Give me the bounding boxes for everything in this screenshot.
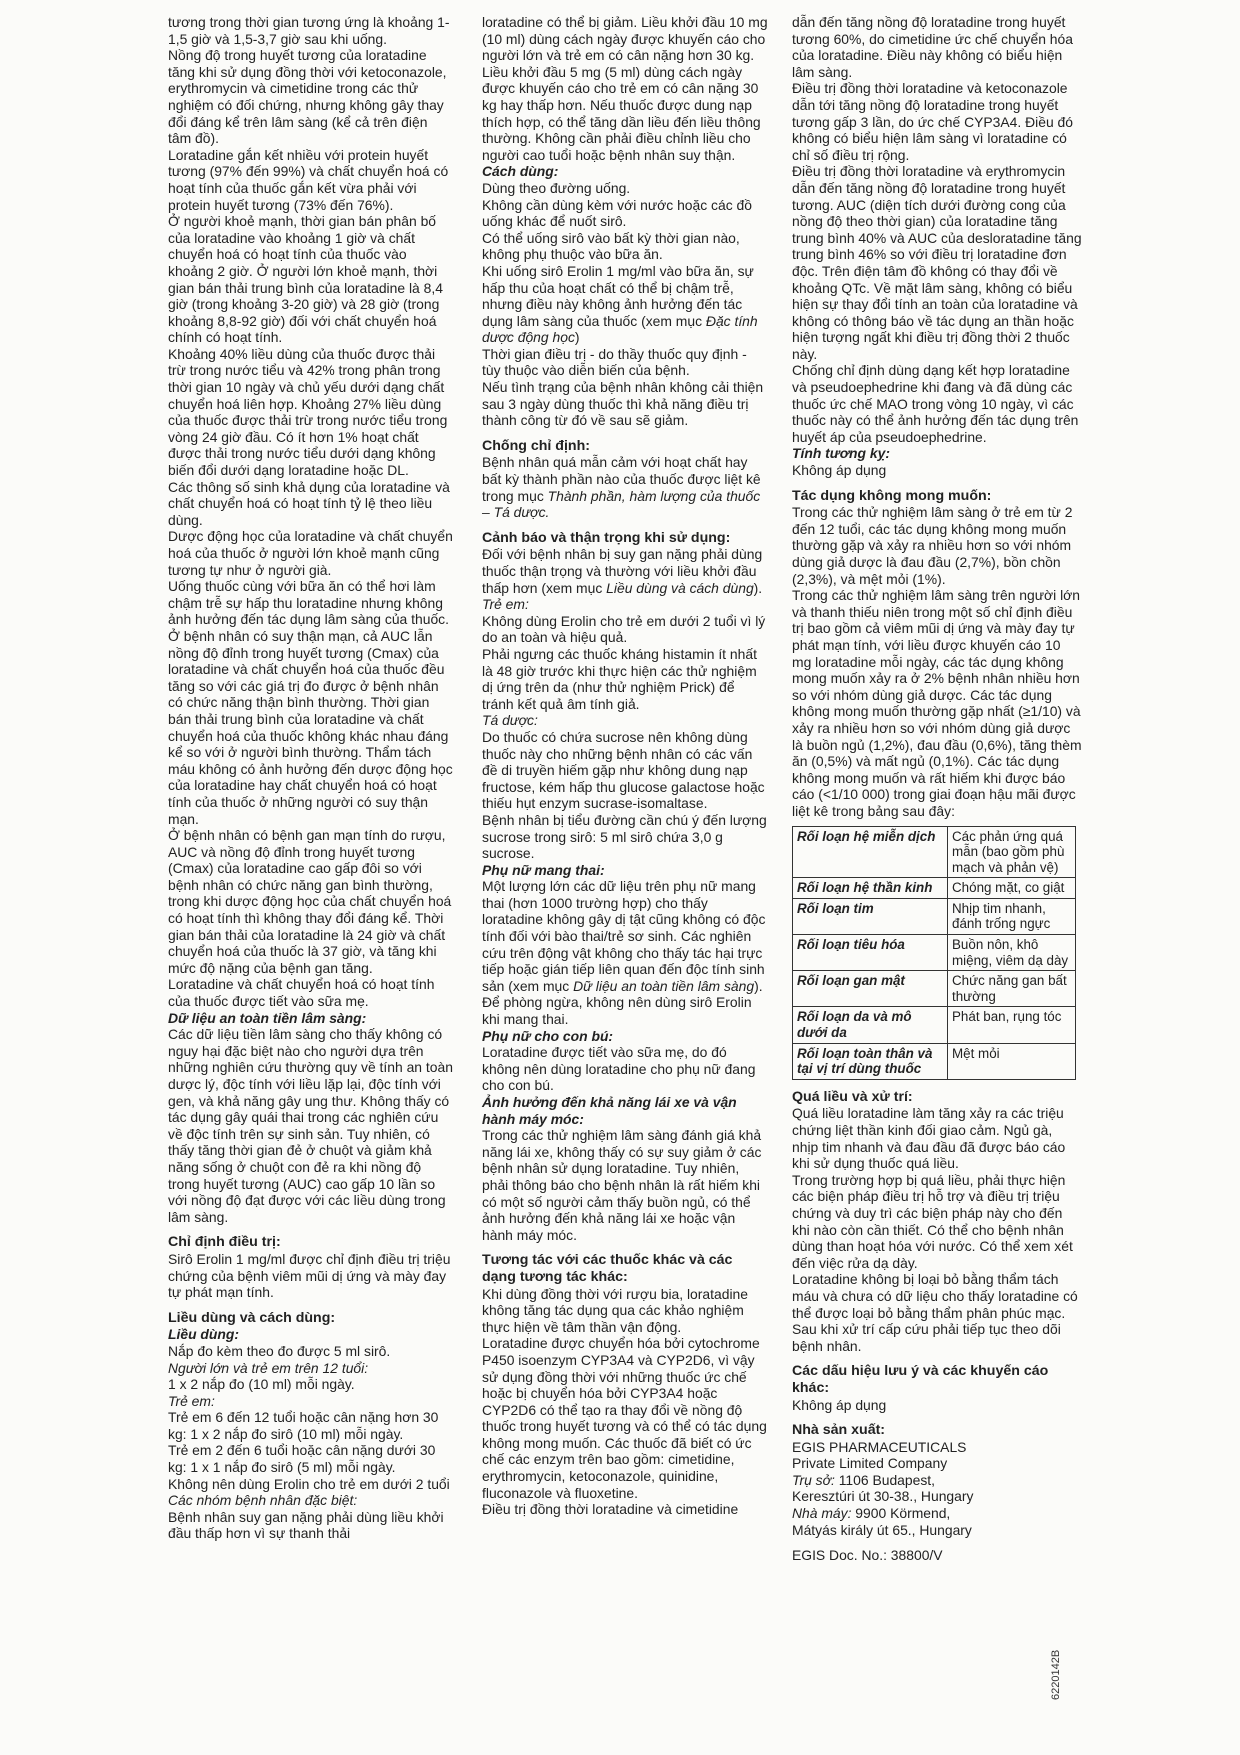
paragraph: Loratadine không bị loại bỏ bằng thẩm tách máu và chưa có dữ liệu cho thấy loratadine có thể được loại bỏ bằng thẩm phân phúc mạc. Sau khi xử trí cấp cứu phải tiếp tục theo dõi bệnh nhân. — [792, 1271, 1078, 1354]
table-row — [793, 898, 1076, 934]
paragraph: Chống chỉ định dùng dạng kết hợp loratadine và pseudoephedrine khi đang và đã dùng các thuốc ức chế MAO trong vòng 10 ngày, vì các thuốc này có thể ảnh hưởng đến tác dụng trên huyết áp của pseudoephedrine. — [792, 362, 1079, 445]
paragraph: Khoảng 40% liều dùng của thuốc được thải trừ trong nước tiểu và 42% trong phân trong thời gian 10 ngày và chủ yếu dưới dạng chất chuyển hoá liên hợp. Khoảng 27% liều dùng của thuốc được thải trừ trong nước tiểu trong vòng 24 giờ đầu. Có ít hơn 1% hoạt chất được thải trong nước tiểu dưới dạng không biến đổi dưới dạng loratadine hoặc DL. — [168, 345, 448, 479]
subheading-excipients: Tá dược: — [482, 712, 538, 729]
adverse-effects-table — [792, 826, 1076, 1080]
text-ref: Liều dùng và cách dùng — [606, 579, 754, 596]
subheading-driving: Ảnh hưởng đến khả năng lái xe và vận hành máy móc: — [482, 1094, 737, 1127]
text-ref: Dữ liệu an toàn tiền lâm sàng — [573, 977, 755, 994]
paragraph — [482, 546, 768, 596]
text: ). Để phòng ngừa, không nên dùng sirô Erolin khi mang thai. — [482, 977, 763, 1028]
heading-contraindication: Chống chỉ định: — [482, 437, 590, 454]
paragraph: Nếu tình trạng của bệnh nhân không cải thiện sau 3 ngày dùng thuốc thì khả năng điều trị thành công từ đó về sau sẽ giảm. — [482, 379, 764, 429]
table-row — [793, 971, 1076, 1007]
text: 1106 Budapest, — [834, 1471, 936, 1488]
paragraph: Ở bệnh nhân có bệnh gan mạn tính do rượu, AUC và nồng độ đỉnh trong huyết tương (Cmax) của loratadine cao gấp đôi so với bệnh nhân có chức năng gan bình thường, trong khi dược động học của chất chuyển hoá có hoạt tính thì không thay đổi đáng kể. Thời gian bán thải của loratadine là 24 giờ và chất chuyển hoá của thuốc là 37 giờ, và tăng khi mức độ nặng của bệnh gan tăng. — [168, 827, 452, 976]
paragraph: Loratadine và chất chuyển hoá có hoạt tính của thuốc được tiết vào sữa mẹ. — [168, 976, 435, 1010]
paragraph: Bệnh nhân suy gan nặng phải dùng liều khởi đầu thấp hơn vì sự thanh thải — [168, 1508, 444, 1542]
effect-cell: Chức năng gan bất thường — [948, 971, 1076, 1007]
text: Bệnh nhân quá mẫn cảm với hoạt chất hay bất kỳ thành phần nào của thuốc được liệt kê trong mục — [482, 454, 761, 504]
heading-overdose: Quá liều và xử trí: — [792, 1088, 913, 1105]
organ-class-cell: Rối loạn tim — [793, 898, 948, 934]
paragraph: Các dữ liệu tiền lâm sàng cho thấy không có nguy hại đặc biệt nào cho người dựa trên những nghiên cứu thường quy về tính an toàn dược lý, độc tính với liều lặp lại, độc tính với gen, và khả năng gây ung thư. Không thấy có tác dụng gây quái thai trong các nghiên cứu về độc tính trên sự sinh sản. Tuy nhiên, có thấy tăng thời gian đẻ ở chuột và giảm khả năng sống ở chuột con đẻ ra khi nồng độ trong huyết tương (AUC) cao gấp 10 lần so với nồng độ đạt được với các liều dùng trong lâm sàng. — [168, 1026, 453, 1225]
heading-manufacturer: Nhà sản xuất: — [792, 1422, 886, 1439]
subheading-lactation: Phụ nữ cho con bú: — [482, 1027, 614, 1044]
effect-cell: Phát ban, rụng tóc — [948, 1007, 1076, 1043]
text: 9900 Körmend, — [851, 1505, 951, 1522]
subheading-admin: Cách dùng: — [482, 163, 559, 180]
text: Đối với bệnh nhân bị suy gan nặng phải dùng thuốc thận trọng và thường với liều khởi đầu thấp hơn (xem mục — [482, 546, 763, 596]
paragraph: Sirô Erolin 1 mg/ml được chỉ định điều trị triệu chứng của bệnh viêm mũi dị ứng và mày đay tự phát mạn tính. — [168, 1250, 451, 1301]
organ-class-cell: Rối loạn hệ thần kinh — [793, 878, 948, 899]
document-number: EGIS Doc. No.: 38800/V — [792, 1547, 943, 1564]
paragraph: Loratadine gắn kết nhiều với protein huyết tương (97% đến 99%) và chất chuyển hoá có hoạt tính của thuốc gắn kết vừa phải với protein huyết tương (73% đến 76%). — [168, 146, 449, 213]
paragraph: Trong các thử nghiệm lâm sàng đánh giá khả năng lái xe, không thấy có sự suy giảm ở các bệnh nhân sử dụng loratadine. Tuy nhiên, phải thông báo cho bệnh nhân là rất hiếm khi có một số người cảm thấy buồn ngủ, có thể ảnh hưởng đến khả năng lái xe hoặc vận hành máy móc. — [482, 1127, 762, 1243]
paragraph: Điều trị đồng thời loratadine và cimetidine — [482, 1501, 739, 1518]
heading-warnings: Cảnh báo và thận trọng khi sử dụng: — [482, 529, 731, 546]
organ-class-cell: Rối loạn gan mật — [793, 971, 948, 1007]
text-ref: Thành phần, hàm lượng của thuốc – Tá dược. — [482, 487, 761, 521]
paragraph: Loratadine được tiết vào sữa mẹ, do đó không nên dùng loratadine cho phụ nữ đang cho con bú. — [482, 1044, 756, 1094]
paragraph — [482, 454, 768, 520]
table-row — [793, 1007, 1076, 1043]
paragraph: Uống thuốc cùng với bữa ăn có thể hơi làm chậm trễ sự hấp thu loratadine nhưng không ảnh hưởng đến tác dụng lâm sàng của thuốc. — [168, 578, 449, 628]
manufacturer-plant-address: Mátyás király út 65., Hungary — [792, 1521, 972, 1538]
paragraph: loratadine có thể bị giảm. Liều khởi đầu 10 mg (10 ml) dùng cách ngày được khuyến cáo cho người lớn và trẻ em có cân nặng hơn 30 kg. Liều khởi đầu 5 mg (5 ml) dùng cách ngày được khuyến cáo cho trẻ em có cân nặng 30 kg hay thấp hơn. Nếu thuốc được dung nạp thích hợp, có thể tăng dần liều đến liều thông thường. Không cần phải điều chỉnh liều cho người cao tuổi hoặc bệnh nhân suy thận. — [482, 14, 768, 163]
paragraph: Người lớn và trẻ em trên 12 tuổi: — [168, 1359, 369, 1376]
table-row — [793, 935, 1076, 971]
subheading-preclinical: Dữ liệu an toàn tiền lâm sàng: — [168, 1009, 367, 1026]
subheading-incompatibility: Tính tương kỵ: — [792, 445, 890, 462]
text: ) — [574, 329, 580, 346]
heading-adverse-effects: Tác dụng không mong muốn: — [792, 487, 992, 504]
paragraph: 1 x 2 nắp đo (10 ml) mỗi ngày. — [168, 1376, 355, 1393]
heading-interactions: Tương tác với các thuốc khác và các dạng tương tác khác: — [482, 1252, 733, 1285]
effect-cell: Nhịp tim nhanh, đánh trống ngực — [948, 898, 1076, 934]
label: Trụ sở: — [792, 1471, 835, 1488]
manufacturer-hq — [792, 1472, 1082, 1489]
paragraph: Không cần dùng kèm với nước hoặc các đồ uống khác để nuốt sirô. — [482, 196, 752, 230]
paragraph: Trong trường hợp bị quá liều, phải thực hiện các biện pháp điều trị hỗ trợ và điều trị triệu chứng và duy trì các biện pháp này cho đến khi nào còn cần thiết. Có thể cho bệnh nhân dùng than hoạt hóa với nước. Có thể xem xét đến việc rửa dạ dày. — [792, 1171, 1073, 1271]
heading-indication: Chỉ định điều trị: — [168, 1234, 281, 1251]
paragraph: Không nên dùng Erolin cho trẻ em dưới 2 tuổi — [168, 1475, 450, 1492]
subheading-pregnancy: Phụ nữ mang thai: — [482, 861, 605, 878]
text: Một lượng lớn các dữ liệu trên phụ nữ mang thai (hơn 1000 trường hợp) cho thấy loratadine không gây dị tật cũng không có độc tính đối với bào thai/trẻ sơ sinh. Các nghiên cứu trên động vật không cho thấy tác hại trực tiếp hoặc gián tiếp liên quan đến độc tính sinh sản (xem mục — [482, 878, 766, 994]
paragraph: Ở người khoẻ mạnh, thời gian bán phân bố của loratadine vào khoảng 1 giờ và chất chuyển hoá có hoạt tính của thuốc vào khoảng 2 giờ. Ở người lớn khoẻ mạnh, thời gian bán thải trung bình của loratadine là 8,4 giờ (trong khoảng 3-20 giờ) và 28 giờ (trong khoảng 8,8-92 giờ) đối với chất chuyển hoá chính có hoạt tính. — [168, 213, 443, 346]
paragraph: Trong các thử nghiệm lâm sàng ở trẻ em từ 2 đến 12 tuổi, các tác dụng không mong muốn thường gặp và xảy ra nhiều hơn so với nhóm dùng giả dược là đau đầu (2,7%), bồn chồn (2,3%), và mệt mỏi (1%). — [792, 504, 1073, 587]
manufacturer-type: Private Limited Company — [792, 1455, 948, 1472]
paragraph: Các nhóm bệnh nhân đặc biệt: — [168, 1492, 358, 1509]
paragraph: Trong các thử nghiệm lâm sàng trên người lớn và thanh thiếu niên trong một số chỉ định điều trị bao gồm cả viêm mũi dị ứng và mày đay tự phát mạn tính, với liều được khuyến cáo 10 mg loratadine mỗi ngày, các tác dụng không mong muốn xảy ra ở 2% bệnh nhân nhiều hơn so với nhóm dùng giả dược. Các tác dụng không mong muốn thường gặp nhất (≥1/10) và xảy ra nhiều hơn so với nhóm dùng giả dược là buồn ngủ (1,2%), đau đầu (0,6%), tăng thèm ăn (0,5%) và mất ngủ (0,1%). Các tác dụng không mong muốn và rất hiếm khi được báo cáo (<1/10 000) trong giai đoạn hậu mãi được liệt kê trong bảng sau đây: — [792, 587, 1082, 819]
paragraph: Ở bệnh nhân có suy thận mạn, cả AUC lẫn nồng độ đỉnh trong huyết tương (Cmax) của loratadine và chất chuyển hoá của thuốc đều tăng so với các giá trị đo được ở bệnh nhân có chức năng thận bình thường. Thời gian bán thải trung bình của loratadine và chất chuyển hoá của thuốc không khác nhau đáng kể so với ở người bình thường. Thẩm tách máu không có ảnh hưởng đến dược động học của loratadine hay chất chuyển hoá có hoạt tính của thuốc ở những người có suy thận mạn. — [168, 627, 453, 827]
paragraph: Không dùng Erolin cho trẻ em dưới 2 tuổi vì lý do an toàn và hiệu quả. — [482, 612, 766, 646]
paragraph: Thời gian điều trị - do thầy thuốc quy định - tùy thuộc vào diễn biến của bệnh. — [482, 345, 747, 379]
side-code: 6220142B — [1050, 1649, 1062, 1700]
paragraph — [482, 263, 768, 346]
paragraph: Dược động học của loratadine và chất chuyển hoá của thuốc ở người lớn khoẻ mạnh cũng tương tự như ở người già. — [168, 528, 453, 578]
paragraph: Không áp dụng — [792, 1396, 887, 1413]
table-row — [793, 826, 1076, 878]
label: Nhà máy: — [792, 1505, 852, 1522]
table-row — [793, 1043, 1076, 1079]
heading-dosage: Liều dùng và cách dùng: — [168, 1309, 336, 1326]
column-2 — [482, 14, 768, 1518]
effect-cell: Các phản ứng quá mẫn (bao gồm phù mạch và phản vệ) — [948, 826, 1076, 878]
manufacturer-hq-address: Keresztúri út 30-38., Hungary — [792, 1488, 974, 1505]
paragraph: Các thông số sinh khả dụng của loratadine và chất chuyển hoá có hoạt tính tỷ lệ theo liều dùng. — [168, 478, 450, 528]
paragraph: Trẻ em: — [168, 1392, 215, 1409]
effect-cell: Chóng mặt, co giật — [948, 878, 1076, 899]
text: Khi uống sirô Erolin 1 mg/ml vào bữa ăn, sự hấp thu của hoạt chất có thể bị chậm trễ, nhưng điều này không ảnh hưởng đến tác dụng lâm sàng của thuốc (xem mục — [482, 262, 754, 329]
column-1 — [168, 14, 454, 1542]
effect-cell: Mệt mỏi — [948, 1043, 1076, 1079]
paragraph — [482, 878, 768, 1027]
paragraph: tương trong thời gian tương ứng là khoảng 1-1,5 giờ và 1,5-3,7 giờ sau khi uống. — [168, 14, 450, 47]
paragraph: Do thuốc có chứa sucrose nên không dùng thuốc này cho những bệnh nhân có các vấn đề di truyền hiếm gặp như không dung nạp fructose, kém hấp thu glucose galactose hoặc thiếu hụt enzym sucrase-isomaltase. — [482, 728, 765, 812]
paragraph: Phải ngưng các thuốc kháng histamin ít nhất là 48 giờ trước khi thực hiện các thử nghiệm dị ứng trên da (như thử nghiệm Prick) để tránh kết quả âm tính giả. — [482, 645, 757, 712]
subheading-dose: Liều dùng: — [168, 1326, 239, 1343]
paragraph: Nắp đo kèm theo đo được 5 ml sirô. — [168, 1342, 391, 1359]
subheading-children: Trẻ em: — [482, 596, 529, 613]
paragraph: Điều trị đồng thời loratadine và erythromycin dẫn đến tăng nồng độ loratadine trong huyết tương. AUC (diện tích dưới đường cong của nồng độ theo thời gian) của loratadine tăng trung bình 40% và AUC của desloratadine tăng trung bình 46% so với điều trị loratadine đơn độc. Trên điện tâm đồ không có thay đổi về khoảng QTc. Về mặt lâm sàng, không có biểu hiện sự thay đổi tính an toàn của loratadine và không có thông báo về tác dụng an thần hoặc hiện tượng ngất khi điều trị đồng thời 2 thuốc này. — [792, 163, 1082, 362]
paragraph: Có thể uống sirô vào bất kỳ thời gian nào, không phụ thuộc vào bữa ăn. — [482, 229, 740, 263]
text-ref: Đặc tính dược động học — [482, 312, 758, 346]
text: ). — [753, 579, 763, 596]
paragraph: Nồng độ trong huyết tương của loratadine tăng khi sử dụng đồng thời với ketoconazole, erythromycin và cimetidine trong các thử nghiệm có đối chứng, nhưng không gây thay đổi đáng kể trên lâm sàng (kể cả trên điện tâm đồ). — [168, 47, 447, 147]
paragraph: dẫn đến tăng nồng độ loratadine trong huyết tương 60%, do cimetidine ức chế chuyển hóa của loratadine. Điều này không có biểu hiện lâm sàng. — [792, 14, 1073, 80]
paragraph: Khi dùng đồng thời với rượu bia, loratadine không tăng tác dụng qua các khảo nghiệm thực hiện về tâm thần vận động. — [482, 1285, 748, 1335]
organ-class-cell: Rối loạn hệ miễn dịch — [793, 826, 948, 878]
organ-class-cell: Rối loạn tiêu hóa — [793, 935, 948, 971]
paragraph: Loratadine được chuyển hóa bởi cytochrome P450 isoenzym CYP3A4 và CYP2D6, vì vậy sử dụng đồng thời với những thuốc ức chế hoặc bị chuyển hóa bởi CYP3A4 hoặc CYP2D6 có thể tạo ra thay đổi về nồng độ thuốc trong huyết tương và có thể có tác dụng không mong muốn. Các thuốc đã biết có ức chế các enzym trên bao gồm: cimetidine, erythromycin, ketoconazole, quinidine, fluconazole và fluoxetine. — [482, 1335, 767, 1501]
heading-other-notes: Các dấu hiệu lưu ý và các khuyến cáo khác: — [792, 1363, 1049, 1396]
paragraph: Quá liều loratadine làm tăng xảy ra các triệu chứng liệt thần kinh đối giao cảm. Ngủ gà, nhịp tim nhanh và đau đầu đã được báo cáo khi sử dụng thuốc quá liều. — [792, 1105, 1066, 1172]
column-3 — [792, 14, 1082, 1564]
adverse-effects-table-body — [793, 826, 1076, 1079]
manufacturer-plant — [792, 1505, 1082, 1522]
paragraph: Không áp dụng — [792, 462, 887, 479]
table-row — [793, 878, 1076, 899]
paragraph: Dùng theo đường uống. — [482, 179, 631, 196]
effect-cell: Buồn nôn, khô miệng, viêm dạ dày — [948, 935, 1076, 971]
organ-class-cell: Rối loạn toàn thân và tại vị trí dùng thuốc — [793, 1043, 948, 1079]
paragraph: Bệnh nhân bị tiểu đường cần chú ý đến lượng sucrose trong sirô: 5 ml sirô chứa 3,0 g sucrose. — [482, 811, 767, 862]
manufacturer-name: EGIS PHARMACEUTICALS — [792, 1438, 967, 1455]
organ-class-cell: Rối loạn da và mô dưới da — [793, 1007, 948, 1043]
paragraph: Điều trị đồng thời loratadine và ketoconazole dẫn tới tăng nồng độ loratadine trong huyết tương gấp 3 lần, do ức chế CYP3A4. Điều đó không có biểu hiện lâm sàng vì loratadine có chỉ số điều trị rộng. — [792, 80, 1073, 163]
paragraph: Trẻ em 2 đến 6 tuổi hoặc cân nặng dưới 30 kg: 1 x 1 nắp đo sirô (5 ml) mỗi ngày. — [168, 1442, 436, 1476]
paragraph: Trẻ em 6 đến 12 tuổi hoặc cân nặng hơn 30 kg: 1 x 2 nắp đo sirô (10 ml) mỗi ngày. — [168, 1409, 439, 1442]
